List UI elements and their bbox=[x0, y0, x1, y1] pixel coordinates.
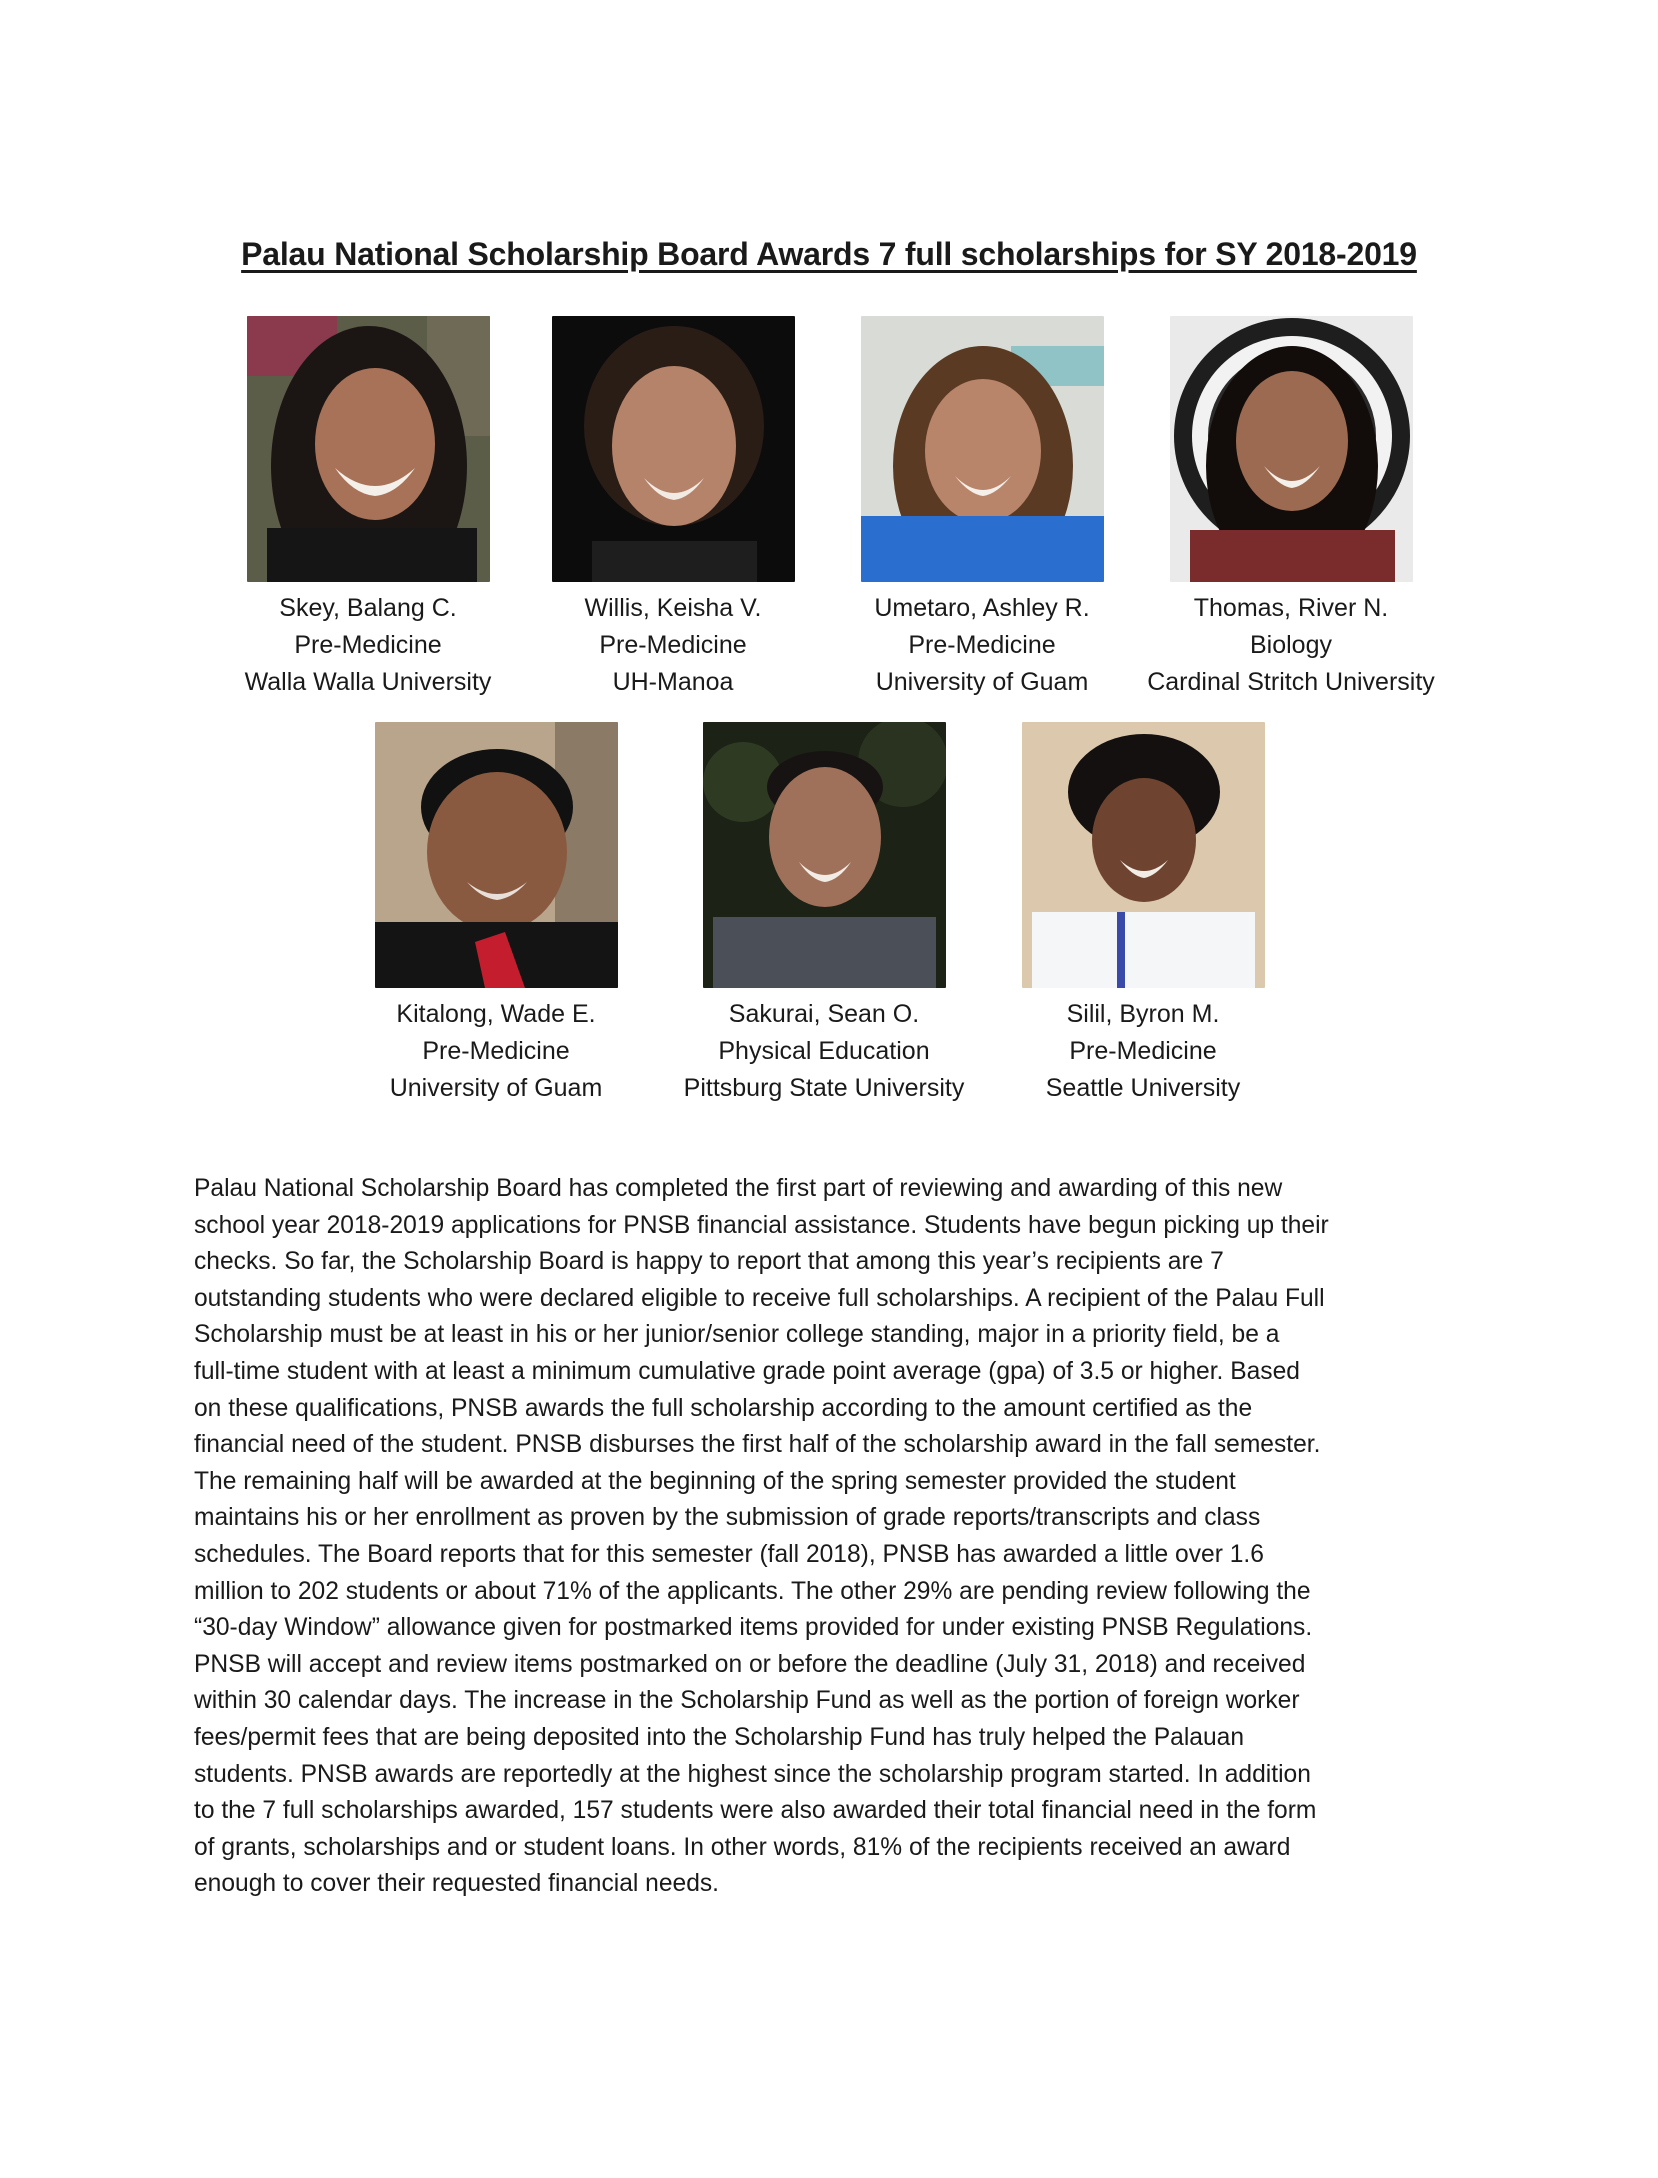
recipient-card bbox=[822, 316, 1142, 701]
recipient-card bbox=[1131, 316, 1451, 701]
recipient-photo bbox=[1022, 722, 1265, 988]
body-line: full-time student with at least a minimum cumulative grade point average (gpa) of 3.5 or higher. Based bbox=[194, 1357, 1300, 1385]
recipient-name: Skey, Balang C. bbox=[279, 594, 457, 622]
recipient-school: University of Guam bbox=[389, 1074, 603, 1102]
recipient-card bbox=[983, 722, 1303, 1107]
body-line: PNSB will accept and review items postmarked on or before the deadline (July 31, 2018) and received bbox=[194, 1650, 1306, 1678]
recipient-school: Cardinal Stritch University bbox=[1147, 668, 1435, 696]
recipient-name: Willis, Keisha V. bbox=[584, 594, 762, 622]
page-title: Palau National Scholarship Board Awards 7 full scholarships for SY 2018-2019 bbox=[241, 236, 1417, 272]
recipient-photo bbox=[703, 722, 946, 988]
body-line: enough to cover their requested financial needs. bbox=[194, 1870, 720, 1898]
recipient-major: Pre-Medicine bbox=[908, 631, 1056, 659]
recipient-school: Seattle University bbox=[1045, 1074, 1241, 1102]
recipient-photo bbox=[247, 316, 490, 582]
recipient-name: Thomas, River N. bbox=[1193, 594, 1389, 622]
body-line: “30-day Window” allowance given for postmarked items provided for under existing PNSB Regulations. bbox=[194, 1614, 1313, 1642]
body-line: Palau National Scholarship Board has completed the first part of reviewing and awarding of this new bbox=[194, 1175, 1283, 1202]
recipient-photo bbox=[552, 316, 795, 582]
recipient-photo bbox=[861, 316, 1104, 582]
recipient-major: Pre-Medicine bbox=[294, 631, 442, 659]
recipient-name: Umetaro, Ashley R. bbox=[874, 594, 1090, 622]
recipient-major: Biology bbox=[1250, 631, 1332, 659]
recipient-major: Pre-Medicine bbox=[1069, 1037, 1217, 1065]
recipient-card bbox=[664, 722, 984, 1107]
article-body bbox=[194, 1171, 1474, 1903]
recipient-major: Pre-Medicine bbox=[422, 1037, 570, 1065]
body-line: of grants, scholarships and or student loans. In other words, 81% of the recipients received an award bbox=[194, 1833, 1291, 1861]
recipient-card bbox=[208, 316, 528, 701]
body-line: financial need of the student. PNSB disburses the first half of the scholarship award in the fall semester. bbox=[194, 1431, 1321, 1459]
recipient-school: University of Guam bbox=[875, 668, 1089, 696]
body-line: checks. So far, the Scholarship Board is happy to report that among this year’s recipients are 7 bbox=[194, 1248, 1224, 1276]
recipient-card bbox=[336, 722, 656, 1107]
body-line: to the 7 full scholarships awarded, 157 students were also awarded their total financial need in the form bbox=[194, 1797, 1317, 1825]
recipient-name: Silil, Byron M. bbox=[1066, 1000, 1220, 1028]
body-line: schedules. The Board reports that for this semester (fall 2018), PNSB has awarded a little over 1.6 bbox=[194, 1540, 1264, 1568]
recipient-school: Pittsburg State University bbox=[683, 1074, 965, 1102]
body-line: school year 2018-2019 applications for PNSB financial assistance. Students have begun picking up their bbox=[194, 1211, 1329, 1239]
body-line: within 30 calendar days. The increase in the Scholarship Fund as well as the portion of foreign worker bbox=[194, 1687, 1300, 1715]
recipient-major: Physical Education bbox=[718, 1037, 930, 1065]
recipient-card bbox=[513, 316, 833, 701]
body-line: students. PNSB awards are reportedly at the highest since the scholarship program started. In addition bbox=[194, 1760, 1311, 1788]
body-line: outstanding students who were declared eligible to receive full scholarships. A recipient of the Palau Full bbox=[194, 1284, 1325, 1312]
body-line: The remaining half will be awarded at the beginning of the spring semester provided the student bbox=[194, 1467, 1236, 1495]
recipient-name: Sakurai, Sean O. bbox=[728, 1000, 920, 1028]
recipient-school: UH-Manoa bbox=[612, 668, 734, 696]
recipient-photo bbox=[375, 722, 618, 988]
body-line: on these qualifications, PNSB awards the full scholarship according to the amount certified as the bbox=[194, 1394, 1253, 1422]
body-line: million to 202 students or about 71% of the applicants. The other 29% are pending review following the bbox=[194, 1577, 1311, 1605]
body-line: fees/permit fees that are being deposited into the Scholarship Fund has truly helped the Palauan bbox=[194, 1723, 1245, 1751]
recipient-name: Kitalong, Wade E. bbox=[396, 1000, 596, 1028]
body-line: maintains his or her enrollment as proven by the submission of grade reports/transcripts and class bbox=[194, 1504, 1261, 1532]
recipient-school: Walla Walla University bbox=[244, 668, 492, 696]
recipient-photo bbox=[1170, 316, 1413, 582]
body-line: Scholarship must be at least in his or her junior/senior college standing, major in a priority field, be a bbox=[194, 1321, 1280, 1349]
recipient-major: Pre-Medicine bbox=[599, 631, 747, 659]
